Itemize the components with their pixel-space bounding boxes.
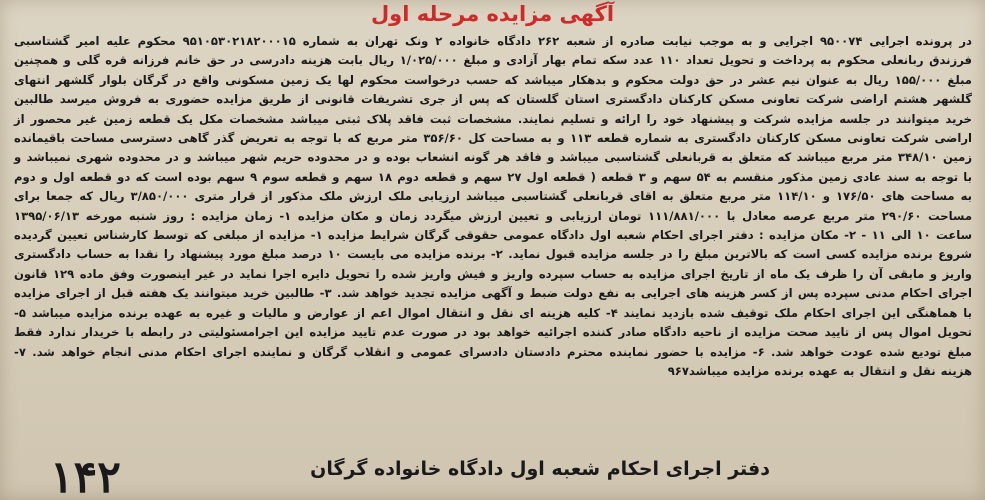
notice-title: آگهی مزایده مرحله اول [370, 2, 615, 26]
notice-footer-signature: دفتر اجرای احکام شعبه اول دادگاه خانواده گرگان [310, 458, 770, 480]
notice-body: در پرونده اجرایی ۹۵۰۰۷۴ اجرایی و به موجب نیابت صادره از شعبه ۲۶۲ دادگاه خانواده ۲ ونک تهران به شماره ۹۵۱۰۵۳۰۲۱۸۲۰۰۰۱۵ محکوم علیه امیر گشتاسبی فرزندق ربانعلی محکوم به پرداخت و تحویل تعداد ۱۱۰ عدد سکه تمام بهار آزادی و مبلغ ۱/۰۲۵/۰۰۰ ریال بابت هزینه دادرسی در حق خانم فرزانه قره گلی و همچنین مبلغ ۱۵۵/۰۰۰ ریال به عنوان نیم عشر در حق دولت محکوم و بدهکار میباشد که حسب درخواست محکوم لها یک زمین مسکونی واقع در گرگان بلوار گلشهر انتهای گلشهر هشتم اراضی شرکت تعاونی مسکن کارکنان دادگستری استان گلستان که پس از جری تشریفات قانونی از طریق مزایده حضوری به فروش میرسد طالبین خرید میتوانند در جلسه مزایده شرکت و پیشنهاد خود را ارائه و تسلیم نمایند. مشخصات ثبت فاقد پلاک ثبتی میباشد مشخصات مکل یک قطعه زمین غیر محصور از اراضی شرکت تعاونی مسکن کارکنان دادگستری به شماره قطعه ۱۱۳ و به مساحت کل ۳۵۶/۶۰ متر مربع که با توجه به تعریض گذر گاهی دسترسی مساحت باقیمانده زمین ۳۴۸/۱۰ متر مربع میباشد که متعلق به قربانعلی گشتاسبی میباشد و فاقد هر گونه انشعاب بوده و در محدوده حریم شهر میباشد و در محدوده شهری نمیباشد و با توجه به سند عادی زمین مذکور منقسم به ۵۴ سهم و ۳ قطعه ( قطعه اول ۲۷ سهم و قطعه دوم ۱۸ سهم و قطعه سوم ۹ سهم بوده است که دو قطعه اول و دوم به مساحت های ۱۷۶/۵۰ و ۱۱۴/۱۰ متر مربع متعلق به اقای قربانعلی گشتاسبی میباشد ارزیابی ملک ارزش ملک مذکور از قرار متری ۳/۸۵۰/۰۰۰ ریال که جمعا برای مساحت ۲۹۰/۶۰ متر مربع عرصه معادل با ۱۱۱/۸۸۱/۰۰۰ تومان ارزیابی و تعیین ارزش میگردد زمان و مکان مزایده ۱- زمان مزایده : روز شنبه مورخه ۱۳۹۵/۰۶/۱۳ ساعت ۱۰ الی ۱۱ - ۲- مکان مزایده : دفتر اجرای احکام شعبه اول دادگاه عمومی حقوقی گرگان شرایط مزایده ۱- مزایده از مبلغی که توسط کارشناس تعیین گردیده شروع برنده مزایده کسی است که بالاترین مبلغ را در جلسه مزایده قبول نماید. ۲- برنده مزایده می بایست ۱۰ درصد مبلغ مورد پیشنهاد را نقدا به حساب دادگستری واریز و مابقی آن را ظرف یک ماه از تاریخ اجرای مزایده به حساب سپرده واریز و فیش واریز شده را تحویل دایره اجرا نماید در غیر اینصورت وفق ماده ۱۲۹ قانون اجرای احکام مدنی سپرده پس از کسر هزینه های اجرایی به نفع دولت ضبط و آگهی مزایده تجدید خواهد شد. ۳- طالبین خرید میتوانند یک هفته قبل از اجرای مزایده با هماهنگی این اجرای احکام ملک توقیف شده بازدید نمایند ۴- کلیه هزینه ای نقل و انتقال اموال اعم از عوارض و مالیات و غیره به عهده برنده مزایده میباشد ۵- تحویل اموال پس از تایید صحت مزایده از ناحیه دادگاه صادر کننده اجرائیه خواهد بود در صورت عدم تایید مزایده این اجرامسئولیتی در رابطه با خریدار ندارد فقط مبلغ تودیع شده عودت خواهد شد. ۶- مزایده با حضور نماینده محترم دادستان دادسرای عمومی و انقلاب گرگان و نماینده اجرای احکام مدنی انجام خواهد شد. ۷- هزینه نقل و انتقال به عهده برنده مزایده میباشد۹۶۷ [14, 34, 973, 378]
page-number: ۱۴۲ [50, 452, 121, 500]
